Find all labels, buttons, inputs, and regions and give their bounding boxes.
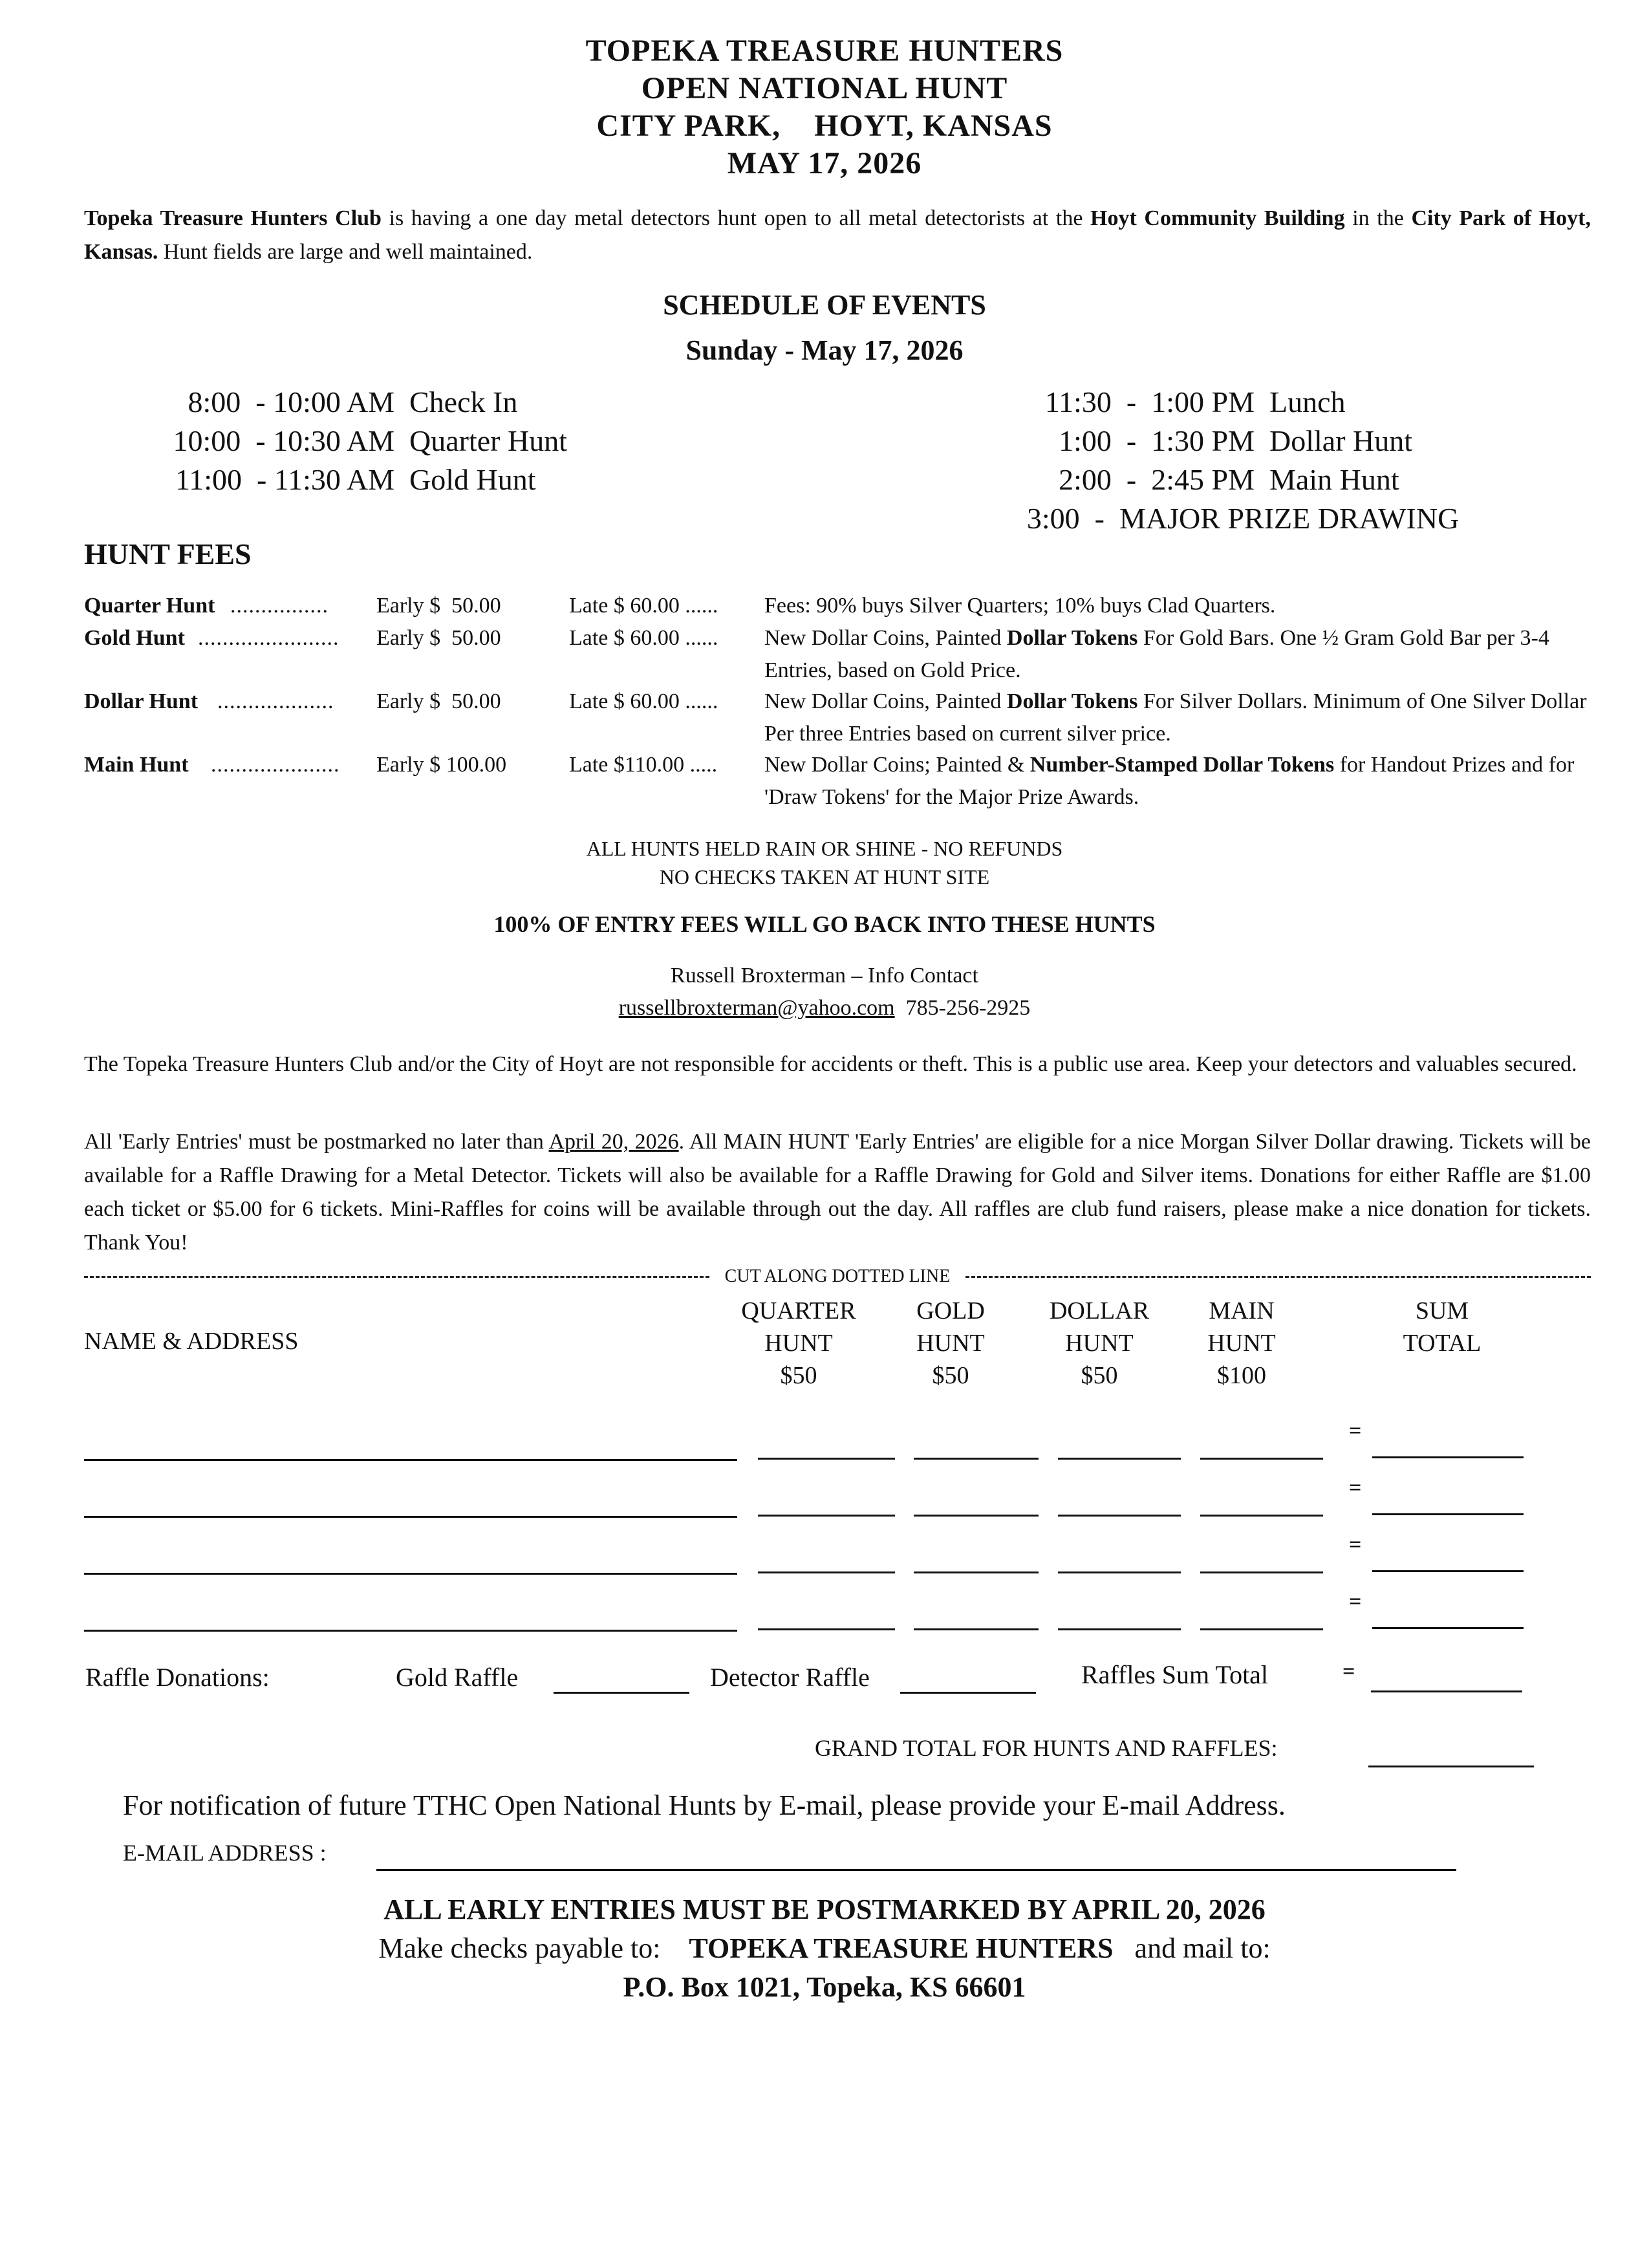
- email-address-field[interactable]: [376, 1846, 1456, 1871]
- hunt-fees-heading: HUNT FEES: [84, 537, 252, 570]
- column-header-line: TOTAL: [1403, 1330, 1482, 1357]
- cut-dash-right: [965, 1276, 1591, 1278]
- raffles-sum-label: Raffles Sum Total: [1081, 1660, 1269, 1689]
- schedule-event: Main Hunt: [1269, 463, 1399, 496]
- cut-dash-left: [84, 1276, 709, 1278]
- name-address-field[interactable]: [84, 1550, 737, 1575]
- entry-row-2: [0, 1476, 1649, 1518]
- schedule-event: Dollar Hunt: [1269, 424, 1413, 457]
- column-header-dollar: [1035, 1295, 1164, 1392]
- fee-desc-text: for Handout Prizes and for 'Draw Tokens' for the Major Prize Awards.: [764, 753, 1575, 809]
- column-header-line: DOLLAR: [1049, 1297, 1150, 1324]
- schedule-event: Check In: [409, 385, 518, 418]
- fee-late-price: Late $ 60.00 ......: [569, 594, 718, 618]
- schedule-time: 11:00 - 11:30 AM: [175, 463, 394, 496]
- raffle-donations-label: Raffle Donations:: [85, 1663, 270, 1692]
- main-hunt-field[interactable]: [1200, 1548, 1323, 1573]
- sum-total-field[interactable]: [1372, 1490, 1524, 1515]
- payable-prefix: Make checks payable to:: [378, 1932, 661, 1964]
- raffle-row: [0, 1656, 1649, 1701]
- fee-hunt-name: Main Hunt: [84, 753, 189, 777]
- column-header-price: $50: [780, 1362, 817, 1389]
- entry-row-3: [0, 1533, 1649, 1575]
- equals-sign: =: [1349, 1476, 1362, 1500]
- schedule-item: [996, 499, 1459, 538]
- schedule-event: Gold Hunt: [409, 463, 536, 496]
- fee-desc-bold: Dollar Tokens: [1006, 689, 1138, 713]
- intro-text-1: is having a one day metal detectors hunt open to all metal detectorists at the: [381, 206, 1091, 230]
- name-address-field[interactable]: [84, 1436, 737, 1461]
- schedule-item: [996, 383, 1459, 422]
- column-header-line: HUNT: [764, 1330, 833, 1357]
- schedule-time: 1:00 - 1:30 PM: [1059, 424, 1255, 457]
- schedule-time: 10:00 - 10:30 AM: [173, 424, 394, 457]
- contact-line: [0, 992, 1649, 1024]
- column-header-gold: [892, 1295, 1009, 1392]
- main-hunt-field[interactable]: [1200, 1605, 1323, 1630]
- fee-early-price: Early $ 50.00: [376, 594, 501, 618]
- column-header-sum: [1377, 1295, 1507, 1359]
- payable-line: [0, 1930, 1649, 1967]
- column-header-line: MAIN: [1209, 1297, 1275, 1324]
- column-header-line: HUNT: [1207, 1330, 1276, 1357]
- fee-early-price: Early $ 100.00: [376, 753, 507, 777]
- grand-total-label: GRAND TOTAL FOR HUNTS AND RAFFLES:: [815, 1735, 1278, 1761]
- fee-row-dollar: [84, 686, 1591, 750]
- fee-description: [764, 590, 1605, 622]
- schedule-item: [136, 383, 567, 422]
- title-line-1: TOPEKA TREASURE HUNTERS: [585, 34, 1064, 68]
- closing-deadline: ALL EARLY ENTRIES MUST BE POSTMARKED BY APRIL 20, 2026: [383, 1894, 1266, 1925]
- fee-desc-text: New Dollar Coins, Painted: [764, 626, 1007, 650]
- no-checks-notice: NO CHECKS TAKEN AT HUNT SITE: [659, 865, 990, 889]
- equals-sign: =: [1342, 1659, 1355, 1683]
- fee-leader-dots: ...................: [217, 689, 334, 713]
- payable-suffix: and mail to:: [1134, 1932, 1271, 1964]
- equals-sign: =: [1349, 1590, 1362, 1614]
- schedule-right-column: [996, 383, 1459, 538]
- column-header-price: $50: [932, 1362, 969, 1389]
- schedule-event: MAJOR PRIZE DRAWING: [1119, 502, 1460, 535]
- schedule-item: [136, 460, 567, 499]
- name-address-field[interactable]: [84, 1606, 737, 1632]
- column-header-price: $50: [1081, 1362, 1118, 1389]
- title-line-3: CITY PARK, HOYT, KANSAS: [596, 109, 1053, 143]
- early-entries-text-1: All 'Early Entries' must be postmarked no later than: [84, 1130, 549, 1154]
- quarter-hunt-field[interactable]: [758, 1605, 895, 1630]
- dollar-hunt-field[interactable]: [1058, 1434, 1181, 1460]
- disclaimer-paragraph: The Topeka Treasure Hunters Club and/or the City of Hoyt are not responsible for accidents or theft. This is a public use area. Keep your detectors and valuables secured.: [84, 1052, 1577, 1076]
- grand-total-row: [0, 1731, 1649, 1776]
- equals-sign: =: [1349, 1533, 1362, 1557]
- early-entries-deadline: April 20, 2026: [548, 1130, 679, 1154]
- quarter-hunt-field[interactable]: [758, 1434, 895, 1460]
- fee-late-price: Late $ 60.00 ......: [569, 689, 718, 713]
- column-header-line: HUNT: [916, 1330, 985, 1357]
- gold-hunt-field[interactable]: [914, 1548, 1039, 1573]
- fee-desc-bold: Number-Stamped Dollar Tokens: [1029, 753, 1335, 777]
- schedule-time: 8:00 - 10:00 AM: [188, 385, 394, 418]
- fee-row-main: [84, 749, 1591, 814]
- name-address-field[interactable]: [84, 1493, 737, 1518]
- schedule-time: 11:30 - 1:00 PM: [1044, 385, 1255, 418]
- column-header-line: QUARTER: [741, 1297, 856, 1324]
- fee-desc-text: For Silver Dollars. Minimum of One Silver Dollar Per three Entries based on current silver price.: [764, 689, 1587, 746]
- column-header-line: HUNT: [1065, 1330, 1134, 1357]
- fee-row-gold: [84, 622, 1591, 687]
- fee-late-price: Late $110.00 .....: [569, 753, 718, 777]
- detector-raffle-label: Detector Raffle: [710, 1663, 870, 1692]
- fee-desc-bold: Dollar Tokens: [1006, 626, 1138, 650]
- schedule-item: [996, 460, 1459, 499]
- cut-line-label: CUT ALONG DOTTED LINE: [724, 1266, 951, 1286]
- fee-desc-text: New Dollar Coins, Painted: [764, 689, 1007, 713]
- main-hunt-field[interactable]: [1200, 1491, 1323, 1517]
- sum-total-field[interactable]: [1372, 1604, 1524, 1629]
- fee-description: [764, 749, 1605, 814]
- email-address-label: E-MAIL ADDRESS :: [123, 1840, 327, 1866]
- entry-fees-notice: 100% OF ENTRY FEES WILL GO BACK INTO THESE HUNTS: [493, 911, 1156, 937]
- column-header-main: [1183, 1295, 1300, 1392]
- mailing-address: P.O. Box 1021, Topeka, KS 66601: [623, 1971, 1026, 2003]
- cut-line: [84, 1266, 1591, 1287]
- fee-early-price: Early $ 50.00: [376, 626, 501, 650]
- fee-leader-dots: .....................: [211, 753, 340, 777]
- fee-leader-dots: ................: [230, 594, 329, 618]
- equals-sign: =: [1349, 1419, 1362, 1443]
- schedule-event: Quarter Hunt: [409, 424, 567, 457]
- schedule-date: Sunday - May 17, 2026: [685, 334, 964, 366]
- schedule-time: 3:00 -: [1026, 502, 1105, 535]
- fee-late-price: Late $ 60.00 ......: [569, 626, 718, 650]
- fee-early-price: Early $ 50.00: [376, 689, 501, 713]
- name-address-header: NAME & ADDRESS: [84, 1328, 299, 1355]
- fee-desc-text: For Gold Bars. One ½ Gram Gold Bar per 3-4 Entries, based on Gold Price.: [764, 626, 1549, 682]
- fee-desc-text: Fees: 90% buys Silver Quarters; 10% buys Clad Quarters.: [764, 594, 1276, 618]
- intro-venue: Hoyt Community Building: [1090, 206, 1345, 230]
- dollar-hunt-field[interactable]: [1058, 1548, 1181, 1573]
- fee-description: [764, 622, 1605, 687]
- gold-raffle-field[interactable]: [554, 1669, 689, 1694]
- fee-hunt-name: Dollar Hunt: [84, 689, 199, 713]
- fee-leader-dots: .......................: [198, 626, 339, 650]
- gold-hunt-field[interactable]: [914, 1491, 1039, 1517]
- early-entries-text-2: . All MAIN HUNT 'Early Entries' are eligible for a nice Morgan Silver Dollar drawing. Tickets will be available for a Raffle Drawing for a Metal Detector. Tickets will also be available for a Raffle Drawing for Gold and Silver items. Donations for either Raffle are $1.00 each ticket or $5.00 for 6 tickets. Mini-Raffles for coins will be available through out the day. All raffles are club fund raisers, please make a nice donation for tickets. Thank You!: [84, 1130, 1591, 1255]
- column-header-line: GOLD: [916, 1297, 985, 1324]
- contact-name: Russell Broxterman – Info Contact: [671, 964, 978, 988]
- fee-description: [764, 686, 1605, 750]
- quarter-hunt-field[interactable]: [758, 1491, 895, 1517]
- fee-hunt-name: Gold Hunt: [84, 626, 185, 650]
- entry-row-4: [0, 1590, 1649, 1632]
- intro-paragraph: [84, 202, 1591, 269]
- main-hunt-field[interactable]: [1200, 1434, 1323, 1460]
- schedule-left-column: [136, 383, 567, 499]
- column-header-line: SUM: [1415, 1297, 1469, 1324]
- schedule-time: 2:00 - 2:45 PM: [1059, 463, 1255, 496]
- contact-email-link[interactable]: russellbroxterman@yahoo.com: [618, 996, 895, 1020]
- payee-name: TOPEKA TREASURE HUNTERS: [689, 1932, 1114, 1964]
- schedule-event: Lunch: [1269, 385, 1346, 418]
- gold-raffle-label: Gold Raffle: [396, 1663, 519, 1692]
- schedule-item: [136, 422, 567, 460]
- schedule-heading: SCHEDULE OF EVENTS: [663, 289, 986, 321]
- gold-hunt-field[interactable]: [914, 1434, 1039, 1460]
- column-header-price: $100: [1217, 1362, 1266, 1389]
- intro-park: City Park of Hoyt, Kansas.: [84, 206, 1591, 264]
- intro-text-2: in the: [1344, 206, 1412, 230]
- schedule-item: [996, 422, 1459, 460]
- early-entries-paragraph: [84, 1125, 1591, 1260]
- dollar-hunt-field[interactable]: [1058, 1491, 1181, 1517]
- entry-row-1: [0, 1419, 1649, 1462]
- raffles-sum-field[interactable]: [1371, 1667, 1522, 1692]
- quarter-hunt-field[interactable]: [758, 1548, 895, 1573]
- email-notification-note: For notification of future TTHC Open National Hunts by E-mail, please provide your E-mail Address.: [123, 1789, 1286, 1821]
- column-header-quarter: [731, 1295, 867, 1392]
- intro-org: Topeka Treasure Hunters Club: [84, 206, 382, 230]
- sum-total-field[interactable]: [1372, 1433, 1524, 1458]
- detector-raffle-field[interactable]: [900, 1669, 1036, 1694]
- title-line-4: MAY 17, 2026: [727, 146, 922, 180]
- grand-total-field[interactable]: [1368, 1742, 1534, 1767]
- intro-text-3: Hunt fields are large and well maintained.: [158, 240, 533, 264]
- sum-total-field[interactable]: [1372, 1547, 1524, 1572]
- email-address-row: [0, 1837, 1649, 1873]
- rain-or-shine-notice: ALL HUNTS HELD RAIN OR SHINE - NO REFUNDS: [586, 837, 1063, 860]
- fee-row-quarter: [84, 590, 1591, 622]
- dollar-hunt-field[interactable]: [1058, 1605, 1181, 1630]
- title-line-2: OPEN NATIONAL HUNT: [641, 71, 1008, 105]
- contact-phone: 785-256-2925: [905, 996, 1031, 1020]
- fee-hunt-name: Quarter Hunt: [84, 594, 215, 618]
- fee-desc-text: New Dollar Coins; Painted &: [764, 753, 1030, 777]
- gold-hunt-field[interactable]: [914, 1605, 1039, 1630]
